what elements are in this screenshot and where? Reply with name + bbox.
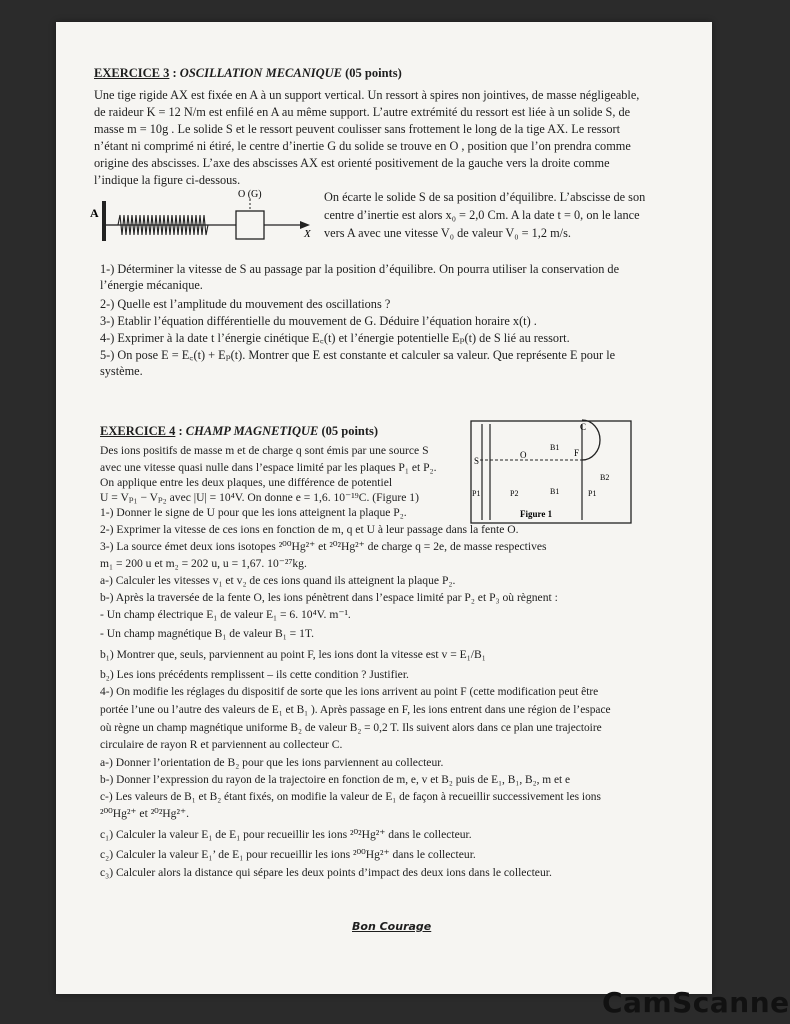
ex4-line-17: c-) Les valeurs de B₁ et B₂ étant fixés, on modifie la valeur de E₁ de façon à recueillir successivement les ions: [100, 791, 601, 803]
exercise3-points: (05 points): [345, 66, 402, 80]
label-p1-left: P1: [472, 489, 481, 498]
ex4-line-2: 2-) Exprimer la vitesse de ces ions en fonction de m, q et U à leur passage dans la fente O.: [100, 523, 519, 536]
label-o: O: [520, 450, 527, 460]
ex4-line-20: c₂) Calculer la valeur E₁’ de E₁ pour recueillir les ions ²⁰⁰Hg²⁺ dans le collecteur.: [100, 848, 476, 861]
label-p2: P2: [510, 489, 519, 498]
ex3-q3: 3-) Etablir l’équation différentielle du mouvement de G. Déduire l’équation horaire x(t) .: [100, 314, 537, 328]
exercise3-label: EXERCICE 3: [94, 66, 170, 80]
ex3-intro-3: masse m = 10g . Le solide S et le ressort peuvent coulisser sans frottement le long de la tige AX. Le ressort: [94, 122, 621, 136]
spring-figure: [88, 187, 318, 253]
ex4-line-12: portée l’une ou l’autre des valeurs de E₁ et B₁ ). Après passage en F, les ions entrent dans une région de l’espace: [100, 704, 611, 716]
ex4-intro-2: avec une vitesse quasi nulle dans l’espace limité par les plaques P₁ et P₂.: [100, 461, 437, 474]
ex3-intro-6: l’indique la figure ci-dessous.: [94, 173, 241, 187]
wall-support: [102, 201, 106, 241]
ex3-side-2: centre d’inertie est alors x₀ = 2,0 Cm. A la date t = 0, on le lance: [324, 208, 640, 222]
ex3-side-1: On écarte le solide S de sa position d’équilibre. L’abscisse de son: [324, 190, 646, 204]
footer-text: Bon Courage: [352, 920, 432, 933]
ex4-line-9: b₁) Montrer que, seuls, parviennent au point F, les ions dont la vitesse est v = E₁/B₁: [100, 648, 486, 661]
ex4-line-21: c₃) Calculer alors la distance qui sépare les deux points d’impact des deux ions dans le collecteur.: [100, 866, 552, 879]
ex3-intro-1: Une tige rigide AX est fixée en A à un support vertical. Un ressort à spires non jointives, de masse négligeable,: [94, 88, 640, 102]
ex4-line-14: circulaire de rayon R et parviennent au collecteur C.: [100, 738, 343, 751]
ex4-intro-1: Des ions positifs de masse m et de charge q sont émis par une source S: [100, 444, 429, 457]
ex4-line-11: 4-) On modifie les réglages du dispositif de sorte que les ions arrivent au point F (cette modification peut être: [100, 686, 599, 698]
ex4-line-16: b-) Donner l’expression du rayon de la trajectoire en fonction de m, e, v et B₂ puis de E₁, B₁, B₂, m et e: [100, 774, 571, 786]
ex4-line-8: - Un champ magnétique B₁ de valeur B₁ = 1T.: [100, 627, 315, 640]
label-b1-bottom: B1: [550, 487, 560, 496]
figure-label-x: X: [304, 228, 311, 240]
ex3-q5a: 5-) On pose E = E꜀(t) + Eₚ(t). Montrer que E est constante et calculer sa valeur. Que représente E pour le: [100, 348, 616, 362]
ex4-intro-4: U = Vₚ₁ − Vₚ₂ avec |U| = 10⁴V. On donne e = 1,6. 10⁻¹⁹C. (Figure 1): [100, 491, 419, 504]
exercise4-label: EXERCICE 4: [100, 424, 176, 438]
ex4-line-3: 3-) La source émet deux ions isotopes ²⁰⁰Hg²⁺ et ²⁰²Hg²⁺ de charge q = 2e, de masse respectives: [100, 540, 547, 553]
ex4-line-1: 1-) Donner le signe de U pour que les ions atteignent la plaque P₂.: [100, 506, 407, 519]
figure-label-o: O (G): [238, 189, 262, 200]
figure-1: [470, 420, 632, 526]
ex4-line-5: a-) Calculer les vitesses v₁ et v₂ de ces ions quand ils atteignent la plaque P₂.: [100, 574, 456, 587]
exercise4-points: (05 points): [321, 424, 379, 438]
ex4-line-13: où règne un champ magnétique uniforme B₂ de valeur B₂ = 0,2 T. Ils suivent alors dans ce plan une trajectoire: [100, 722, 602, 734]
ex3-q2: 2-) Quelle est l’amplitude du mouvement des oscillations ?: [100, 297, 391, 311]
exercise3-topic: OSCILLATION MECANIQUE: [179, 66, 342, 80]
ex3-q1b: l’énergie mécanique.: [100, 278, 203, 292]
ex4-line-10: b₂) Les ions précédents remplissent – ils cette condition ? Justifier.: [100, 668, 409, 681]
label-c: C: [580, 422, 587, 432]
label-b1-top: B1: [550, 443, 560, 452]
figure-1-caption: Figure 1: [520, 509, 553, 519]
label-f: F: [574, 448, 580, 458]
ex3-intro-5: origine des abscisses. L’axe des abscisses AX est orienté positivement de la gauche vers la droite comme: [94, 156, 610, 170]
scanner-watermark: CamScanne: [602, 986, 790, 1019]
label-p1-right: P1: [588, 489, 597, 498]
exercise3-title: EXERCICE 3 : OSCILLATION MECANIQUE (05 points): [94, 66, 402, 80]
exercise4-title: EXERCICE 4 : CHAMP MAGNETIQUE (05 points): [100, 424, 379, 438]
ex3-side-3: vers A avec une vitesse V₀ de valeur V₀ = 1,2 m/s.: [324, 226, 571, 240]
figure-frame: [471, 421, 631, 523]
ex4-line-15: a-) Donner l’orientation de B₂ pour que les ions parviennent au collecteur.: [100, 756, 444, 769]
ex3-q4: 4-) Exprimer à la date t l’énergie cinétique E꜀(t) et l’énergie potentielle Eₚ(t) de S lié au ressort.: [100, 331, 570, 345]
ex4-intro-3: On applique entre les deux plaques, une différence de potentiel: [100, 476, 393, 489]
exercise4-topic: CHAMP MAGNETIQUE: [185, 424, 319, 438]
ex4-line-7: - Un champ électrique E₁ de valeur E₁ = 6. 10⁴V. m⁻¹.: [100, 608, 351, 621]
ex3-q1a: 1-) Déterminer la vitesse de S au passage par la position d’équilibre. On pourra utiliser la conservation de: [100, 262, 620, 276]
ex4-line-18: ²⁰⁰Hg²⁺ et ²⁰²Hg²⁺.: [100, 807, 189, 820]
ex4-line-4: m₁ = 200 u et m₂ = 202 u, u = 1,67. 10⁻²⁷kg.: [100, 557, 307, 570]
figure-label-a: A: [90, 206, 99, 220]
spring-coils: [106, 215, 236, 235]
label-s: S: [474, 456, 480, 466]
ex4-line-19: c₁) Calculer la valeur E₁ de E₁ pour recueillir les ions ²⁰²Hg²⁺ dans le collecteur.: [100, 828, 472, 841]
label-b2: B2: [600, 473, 610, 482]
document-page: [56, 22, 712, 994]
ex3-intro-2: de raideur K = 12 N/m est enfilé en A au même support. L’autre extrémité du ressort est liée à un solide S, de: [94, 105, 631, 119]
ex4-line-6: b-) Après la traversée de la fente O, les ions pénètrent dans l’espace limité par P₂ et P₃ où règnent :: [100, 591, 558, 604]
ex3-q5b: système.: [100, 364, 143, 378]
ex3-intro-4: n’étant ni comprimé ni étiré, le centre d’inertie G du solide se trouve en O , position que l’on prendra comme: [94, 139, 631, 153]
solid-s: [236, 211, 264, 239]
